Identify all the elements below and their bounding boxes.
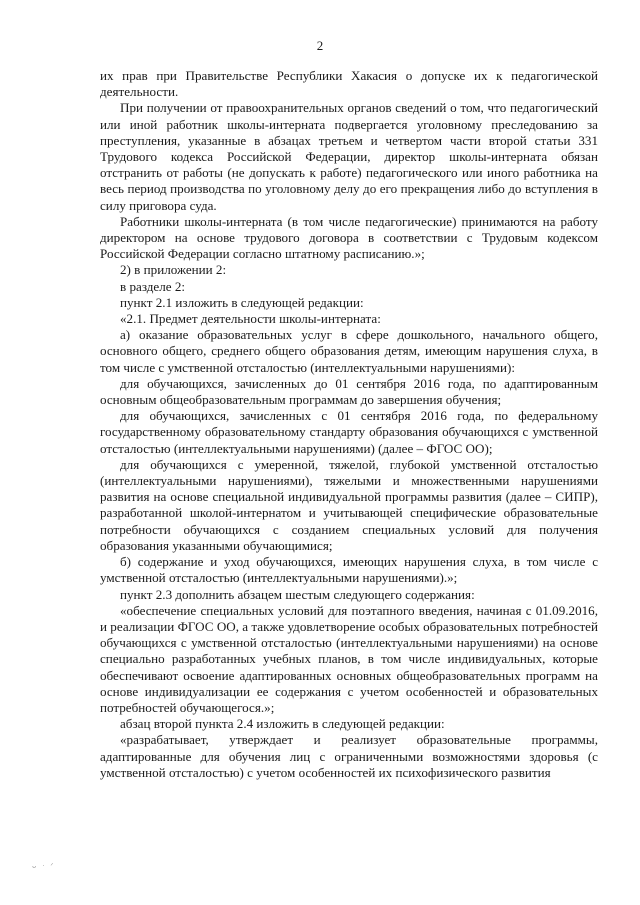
- paragraph: для обучающихся с умеренной, тяжелой, глубокой умственной отсталостью (интеллектуальными нарушениями), тяжелыми и множественными нарушениями развития на основе специальной индивидуальной программы развития (далее – СИПР), разработанной школой-интернатом и учитывающей специфические образовательные потребности обучающихся с созданием специальных условий для получения образования указанными обучающимися;: [100, 456, 598, 553]
- document-body: [100, 68, 598, 781]
- paragraph: «разрабатывает, утверждает и реализует образовательные программы, адаптированные для обучения лиц с ограниченными возможностями здоровья (с умственной отсталостью) с учетом особенностей их психофизического развития: [100, 732, 598, 780]
- scan-mark: ᴗ ᐧ ᐟ: [32, 862, 55, 870]
- paragraph: б) содержание и уход обучающихся, имеющих нарушения слуха, в том числе с умственной отсталостью (интеллектуальными нарушениями).»;: [100, 554, 598, 586]
- paragraph: «обеспечение специальных условий для поэтапного введения, начиная с 01.09.2016, и реализации ФГОС ОО, а также удовлетворение особых образовательных потребностей обучающихся с умственной отсталостью (интеллектуальными нарушениями) на основе специально разработанных учебных планов, в том числе индивидуальных, которые обеспечивают освоение адаптированных основных общеобразовательных программ на основе индивидуализации ее содержания с учетом особенностей и образовательных потребностей обучающегося.»;: [100, 602, 598, 715]
- paragraph: 2) в приложении 2:: [120, 262, 227, 278]
- paragraph: Работники школы-интерната (в том числе педагогические) принимаются на работу директором на основе трудового договора в соответствии с Трудовым кодексом Российской Федерации согласно штатному расписанию.»;: [100, 213, 598, 262]
- paragraph: в разделе 2:: [120, 278, 186, 294]
- paragraph: При получении от правоохранительных органов сведений о том, что педагогический или иной работник школы-интерната подвергается уголовному преследованию за преступления, указанные в абзацах третьем и четвертом части второй статьи 331 Трудового кодекса Российской Федерации, директор школы-интерната обязан отстранить от работы (не допускать к работе) педагогического или иного работника на весь период производства по уголовному делу до его прекращения либо до вступления в силу приговора суда.: [100, 100, 598, 213]
- paragraph: пункт 2.1 изложить в следующей редакции:: [120, 294, 364, 310]
- paragraph: для обучающихся, зачисленных до 01 сентября 2016 года, по адаптированным основным общеобразовательным программам до завершения обучения;: [100, 375, 598, 408]
- paragraph: «2.1. Предмет деятельности школы-интерната:: [120, 311, 381, 327]
- paragraph: а) оказание образовательных услуг в сфере дошкольного, начального общего, основного общего, среднего общего образования детям, имеющим нарушения слуха, в том числе с умственной отсталостью (интеллектуальными нарушениями):: [100, 327, 598, 375]
- paragraph: пункт 2.3 дополнить абзацем шестым следующего содержания:: [120, 586, 475, 602]
- page-number: 2: [316, 38, 324, 53]
- paragraph: абзац второй пункта 2.4 изложить в следующей редакции:: [120, 716, 445, 732]
- paragraph: для обучающихся, зачисленных с 01 сентября 2016 года, по федеральному государственному образовательному стандарту образования обучающихся с умственной отсталостью (интеллектуальными нарушениями) (далее – ФГОС ОО);: [100, 408, 598, 456]
- paragraph: их прав при Правительстве Республики Хакасия о допуске их к педагогической деятельности.: [100, 68, 598, 100]
